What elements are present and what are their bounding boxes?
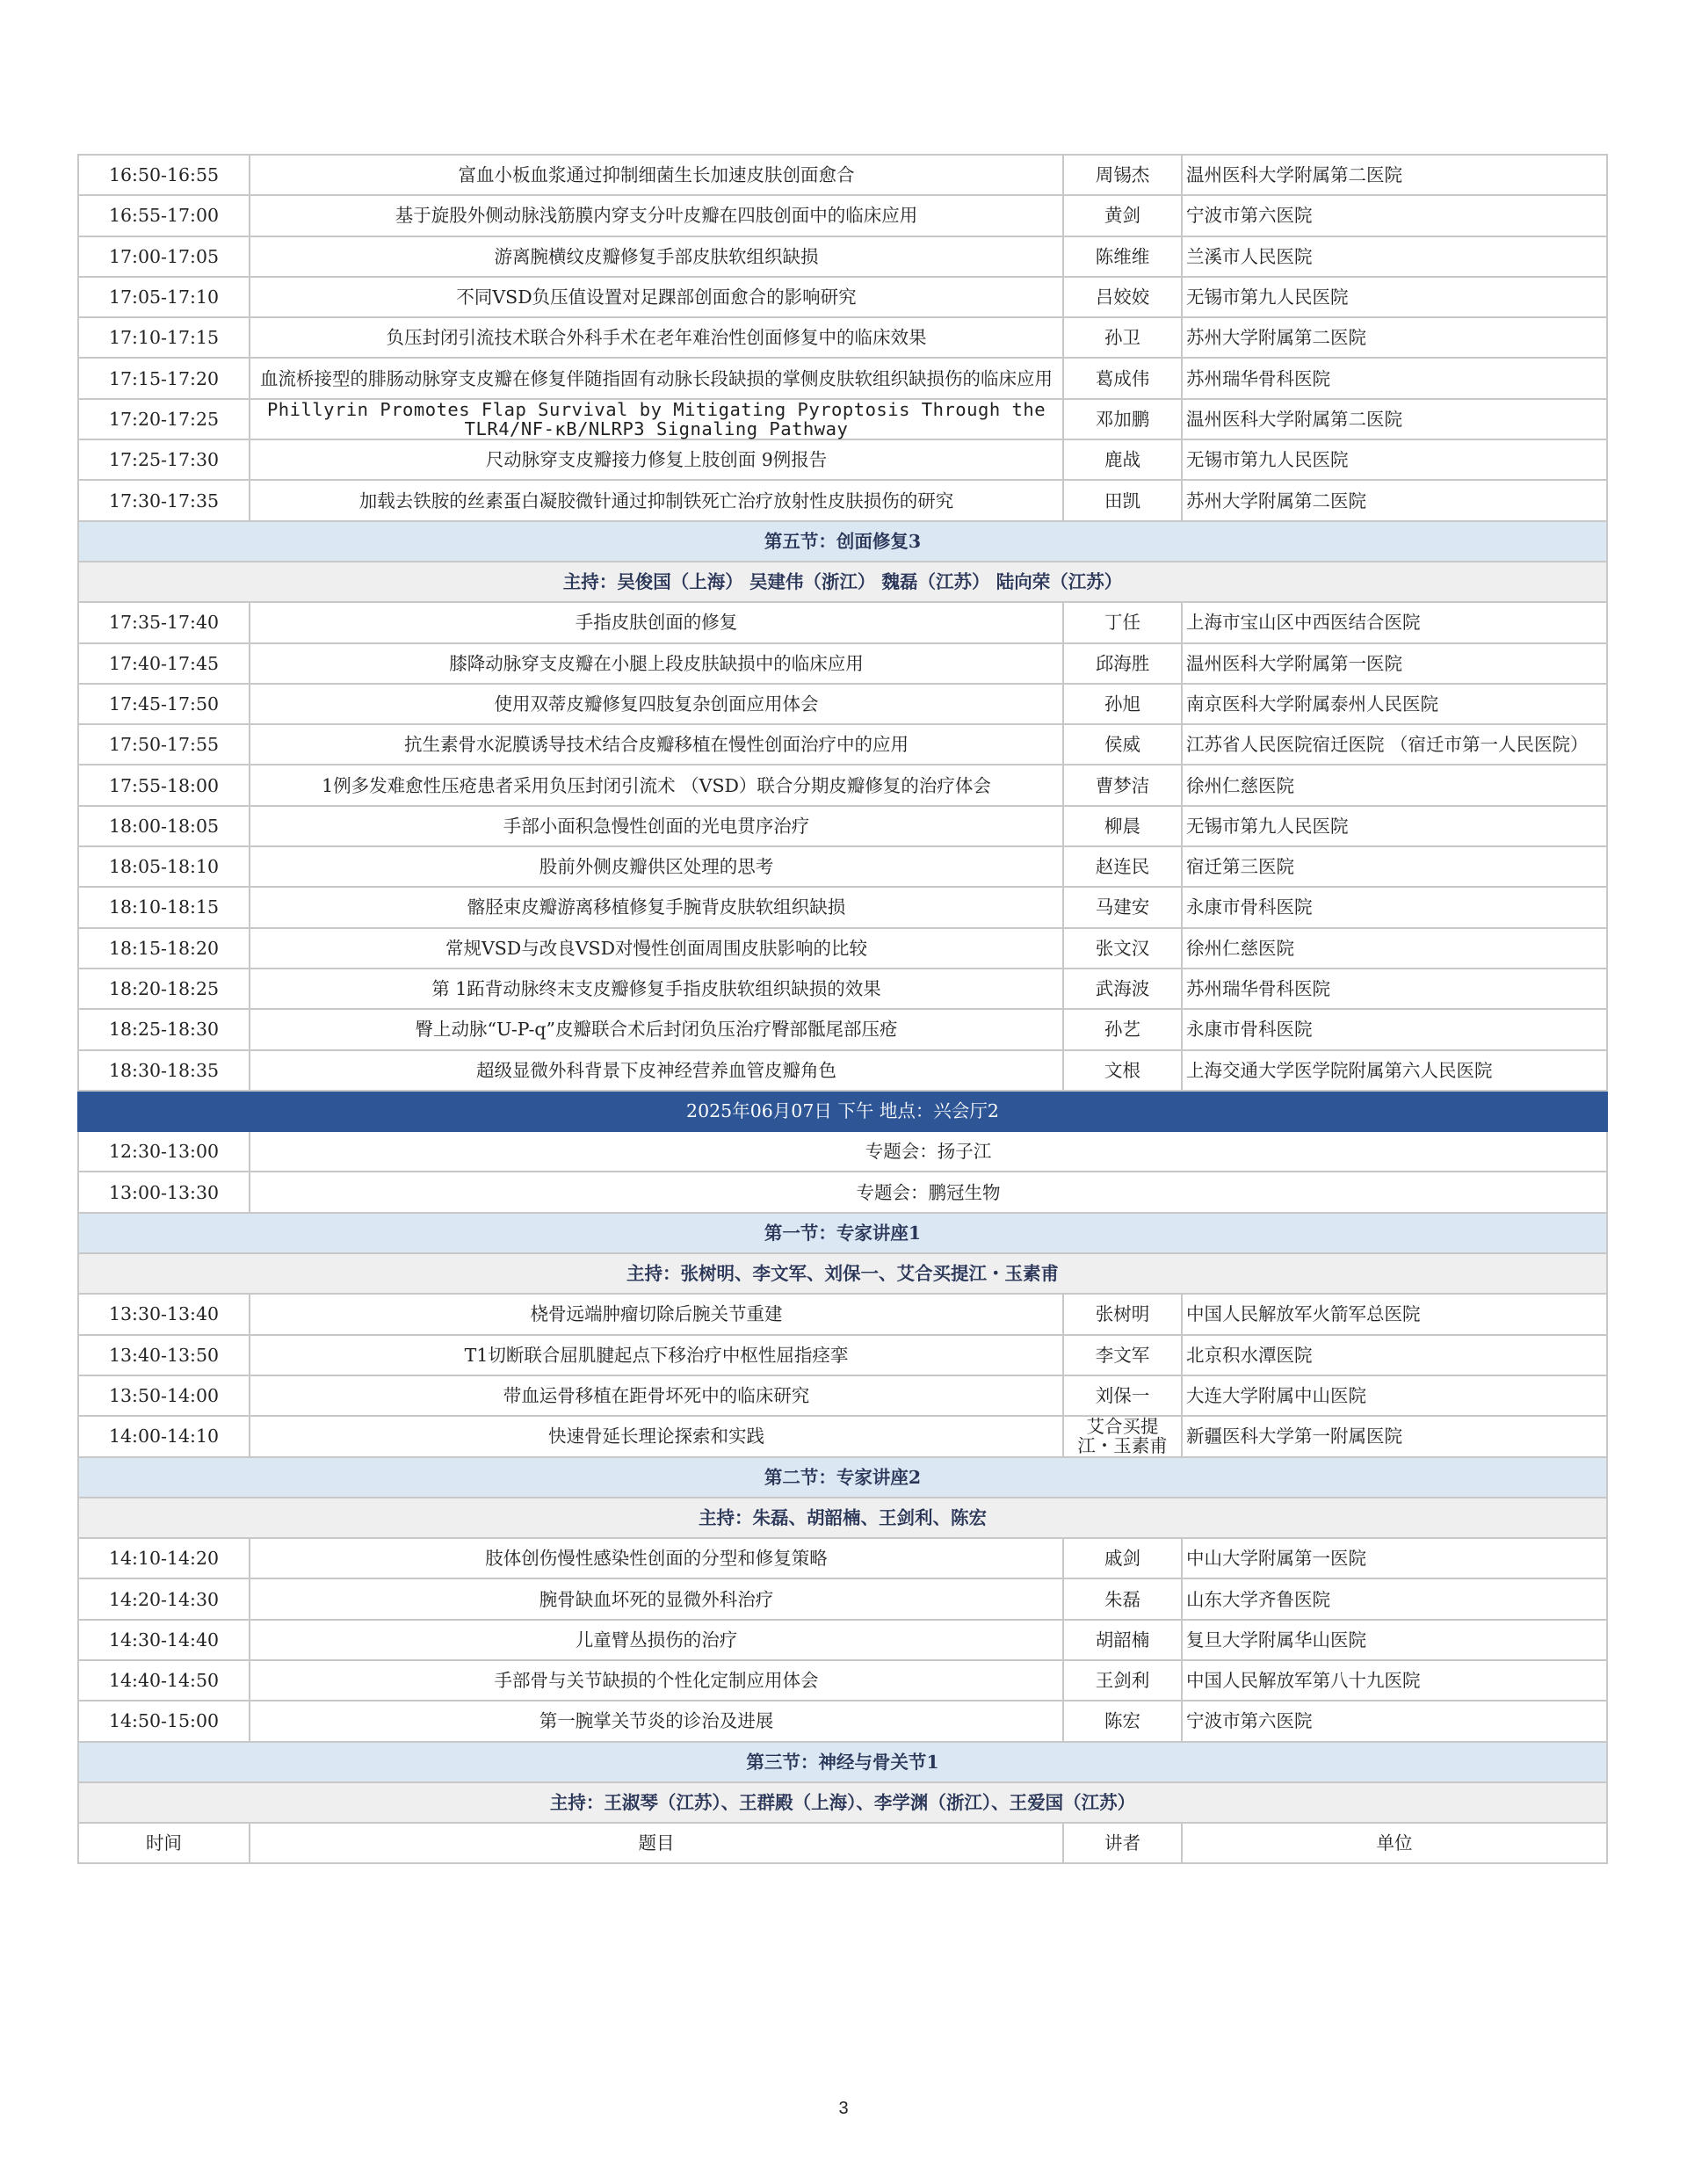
- time-cell: 14:00-14:10: [78, 1416, 250, 1456]
- talk-row: [78, 724, 1607, 765]
- unit-cell: 永康市骨科医院: [1182, 1009, 1607, 1049]
- topic-cell: 手部骨与关节缺损的个性化定制应用体会: [250, 1660, 1063, 1701]
- unit-cell: 北京积水潭医院: [1182, 1335, 1607, 1375]
- unit-cell: 新疆医科大学第一附属医院: [1182, 1416, 1607, 1456]
- hosts-text: 主持：王淑琴（江苏）、王群殿（上海）、李学渊（浙江）、王爱国（江苏）: [78, 1782, 1607, 1823]
- hosts-row: [78, 1253, 1607, 1294]
- time-cell: 14:40-14:50: [78, 1660, 250, 1701]
- time-cell: 18:05-18:10: [78, 846, 250, 887]
- speaker-cell: 孙卫: [1063, 317, 1182, 358]
- topic-cell: 带血运骨移植在距骨坏死中的临床研究: [250, 1375, 1063, 1416]
- talk-row: [78, 846, 1607, 887]
- topic-cell: 富血小板血浆通过抑制细菌生长加速皮肤创面愈合: [250, 155, 1063, 195]
- date-venue-banner: [78, 1091, 1607, 1131]
- speaker-cell: 周锡杰: [1063, 155, 1182, 195]
- time-cell: 14:50-15:00: [78, 1701, 250, 1741]
- speaker-cell: 陈宏: [1063, 1701, 1182, 1741]
- talk-row: [78, 1416, 1607, 1456]
- topic-cell: 不同VSD负压值设置对足踝部创面愈合的影响研究: [250, 277, 1063, 317]
- topic-cell: 超级显微外科背景下皮神经营养血管皮瓣角色: [250, 1050, 1063, 1091]
- speaker-cell: 戚剑: [1063, 1538, 1182, 1578]
- talk-row: [78, 358, 1607, 398]
- schedule-table: [77, 154, 1608, 1864]
- time-cell: 17:25-17:30: [78, 439, 250, 480]
- topic-cell: 使用双蒂皮瓣修复四肢复杂创面应用体会: [250, 684, 1063, 724]
- speaker-cell: 武海波: [1063, 969, 1182, 1009]
- talk-row: [78, 1009, 1607, 1049]
- talk-row: [78, 887, 1607, 927]
- speaker-cell: 刘保一: [1063, 1375, 1182, 1416]
- time-cell: 17:20-17:25: [78, 399, 250, 439]
- time-cell: 14:10-14:20: [78, 1538, 250, 1578]
- time-cell: 17:00-17:05: [78, 236, 250, 277]
- topic-cell: 手指皮肤创面的修复: [250, 602, 1063, 642]
- speaker-cell: 黄剑: [1063, 195, 1182, 236]
- header-unit: 单位: [1182, 1823, 1607, 1863]
- special-session-title: 专题会：鹏冠生物: [250, 1172, 1607, 1212]
- topic-cell: 儿童臂丛损伤的治疗: [250, 1620, 1063, 1660]
- talk-row: [78, 195, 1607, 236]
- talk-row: [78, 602, 1607, 642]
- speaker-cell: 孙旭: [1063, 684, 1182, 724]
- time-cell: 17:50-17:55: [78, 724, 250, 765]
- special-session-row: [78, 1172, 1607, 1212]
- unit-cell: 江苏省人民医院宿迁医院 （宿迁市第一人民医院）: [1182, 724, 1607, 765]
- talk-row: [78, 1660, 1607, 1701]
- talk-row: [78, 765, 1607, 805]
- topic-cell: 髂胫束皮瓣游离移植修复手腕背皮肤软组织缺损: [250, 887, 1063, 927]
- unit-cell: 南京医科大学附属泰州人民医院: [1182, 684, 1607, 724]
- unit-cell: 宁波市第六医院: [1182, 195, 1607, 236]
- unit-cell: 苏州瑞华骨科医院: [1182, 358, 1607, 398]
- unit-cell: 中国人民解放军第八十九医院: [1182, 1660, 1607, 1701]
- date-venue-text: 2025年06月07日 下午 地点：兴会厅2: [78, 1091, 1607, 1131]
- hosts-row: [78, 1498, 1607, 1538]
- talk-row: [78, 928, 1607, 969]
- unit-cell: 温州医科大学附属第二医院: [1182, 155, 1607, 195]
- special-session-row: [78, 1131, 1607, 1172]
- section-title: 第五节：创面修复3: [78, 521, 1607, 562]
- page-number: 3: [838, 2099, 849, 2118]
- speaker-cell: 孙艺: [1063, 1009, 1182, 1049]
- hosts-text: 主持：吴俊国（上海） 吴建伟（浙江） 魏磊（江苏） 陆向荣（江苏）: [78, 562, 1607, 602]
- time-cell: 14:20-14:30: [78, 1578, 250, 1619]
- unit-cell: 永康市骨科医院: [1182, 887, 1607, 927]
- talk-row: [78, 1701, 1607, 1741]
- section-title-row: [78, 1213, 1607, 1253]
- time-cell: 18:20-18:25: [78, 969, 250, 1009]
- speaker-cell: 鹿战: [1063, 439, 1182, 480]
- talk-row: [78, 317, 1607, 358]
- time-cell: 18:30-18:35: [78, 1050, 250, 1091]
- talk-row: [78, 806, 1607, 846]
- unit-cell: 苏州瑞华骨科医院: [1182, 969, 1607, 1009]
- unit-cell: 温州医科大学附属第一医院: [1182, 643, 1607, 684]
- talk-row: [78, 643, 1607, 684]
- header-topic: 题目: [250, 1823, 1063, 1863]
- unit-cell: 大连大学附属中山医院: [1182, 1375, 1607, 1416]
- special-session-title: 专题会：扬子江: [250, 1131, 1607, 1172]
- speaker-cell: 陈维维: [1063, 236, 1182, 277]
- topic-cell: 第 1跖背动脉终末支皮瓣修复手指皮肤软组织缺损的效果: [250, 969, 1063, 1009]
- talk-row: [78, 236, 1607, 277]
- talk-row: [78, 480, 1607, 520]
- unit-cell: 徐州仁慈医院: [1182, 928, 1607, 969]
- unit-cell: 无锡市第九人民医院: [1182, 277, 1607, 317]
- talk-row: [78, 277, 1607, 317]
- time-cell: 18:25-18:30: [78, 1009, 250, 1049]
- time-cell: 17:15-17:20: [78, 358, 250, 398]
- column-header-row: [78, 1823, 1607, 1863]
- talk-row: [78, 155, 1607, 195]
- topic-cell: 负压封闭引流技术联合外科手术在老年难治性创面修复中的临床效果: [250, 317, 1063, 358]
- time-cell: 17:10-17:15: [78, 317, 250, 358]
- hosts-row: [78, 562, 1607, 602]
- time-cell: 16:55-17:00: [78, 195, 250, 236]
- topic-cell: 血流桥接型的腓肠动脉穿支皮瓣在修复伴随指固有动脉长段缺损的掌侧皮肤软组织缺损伤的临床应用: [250, 358, 1063, 398]
- header-speaker: 讲者: [1063, 1823, 1182, 1863]
- topic-cell: 尺动脉穿支皮瓣接力修复上肢创面 9例报告: [250, 439, 1063, 480]
- speaker-cell: 曹梦洁: [1063, 765, 1182, 805]
- topic-cell: 加载去铁胺的丝素蛋白凝胶微针通过抑制铁死亡治疗放射性皮肤损伤的研究: [250, 480, 1063, 520]
- topic-cell: 基于旋股外侧动脉浅筋膜内穿支分叶皮瓣在四肢创面中的临床应用: [250, 195, 1063, 236]
- speaker-cell: 张文汉: [1063, 928, 1182, 969]
- hosts-text: 主持：张树明、李文军、刘保一、艾合买提江・玉素甫: [78, 1253, 1607, 1294]
- time-cell: 13:30-13:40: [78, 1294, 250, 1334]
- hosts-text: 主持：朱磊、胡韶楠、王剑利、陈宏: [78, 1498, 1607, 1538]
- talk-row: [78, 1050, 1607, 1091]
- time-cell: 17:55-18:00: [78, 765, 250, 805]
- section-title-row: [78, 1742, 1607, 1782]
- time-cell: 18:00-18:05: [78, 806, 250, 846]
- speaker-cell: 田凯: [1063, 480, 1182, 520]
- topic-cell: 桡骨远端肿瘤切除后腕关节重建: [250, 1294, 1063, 1334]
- speaker-cell: 吕姣姣: [1063, 277, 1182, 317]
- time-cell: 17:45-17:50: [78, 684, 250, 724]
- talk-row: [78, 1335, 1607, 1375]
- talk-row: [78, 1294, 1607, 1334]
- section-title-row: [78, 1457, 1607, 1498]
- speaker-cell: 柳晨: [1063, 806, 1182, 846]
- time-cell: 12:30-13:00: [78, 1131, 250, 1172]
- speaker-cell: 朱磊: [1063, 1578, 1182, 1619]
- unit-cell: 中国人民解放军火箭军总医院: [1182, 1294, 1607, 1334]
- topic-cell: Phillyrin Promotes Flap Survival by Mitigating Pyroptosis Through the TLR4/NF-κB/NLRP3 Signaling Pathway: [250, 399, 1063, 439]
- speaker-cell: 艾合买提江・玉素甫: [1063, 1416, 1182, 1456]
- speaker-cell: 葛成伟: [1063, 358, 1182, 398]
- hosts-row: [78, 1782, 1607, 1823]
- section-title: 第三节：神经与骨关节1: [78, 1742, 1607, 1782]
- unit-cell: 徐州仁慈医院: [1182, 765, 1607, 805]
- speaker-cell: 张树明: [1063, 1294, 1182, 1334]
- time-cell: 18:10-18:15: [78, 887, 250, 927]
- time-cell: 14:30-14:40: [78, 1620, 250, 1660]
- time-cell: 18:15-18:20: [78, 928, 250, 969]
- topic-cell: 快速骨延长理论探索和实践: [250, 1416, 1063, 1456]
- unit-cell: 宁波市第六医院: [1182, 1701, 1607, 1741]
- unit-cell: 中山大学附属第一医院: [1182, 1538, 1607, 1578]
- topic-cell: 膝降动脉穿支皮瓣在小腿上段皮肤缺损中的临床应用: [250, 643, 1063, 684]
- topic-cell: T1切断联合屈肌腱起点下移治疗中枢性屈指痉挛: [250, 1335, 1063, 1375]
- speaker-cell: 胡韶楠: [1063, 1620, 1182, 1660]
- speaker-cell: 赵连民: [1063, 846, 1182, 887]
- speaker-cell: 文根: [1063, 1050, 1182, 1091]
- topic-cell: 肢体创伤慢性感染性创面的分型和修复策略: [250, 1538, 1063, 1578]
- section-title-row: [78, 521, 1607, 562]
- speaker-cell: 丁任: [1063, 602, 1182, 642]
- unit-cell: 宿迁第三医院: [1182, 846, 1607, 887]
- topic-cell: 常规VSD与改良VSD对慢性创面周围皮肤影响的比较: [250, 928, 1063, 969]
- speaker-cell: 王剑利: [1063, 1660, 1182, 1701]
- time-cell: 13:50-14:00: [78, 1375, 250, 1416]
- unit-cell: 无锡市第九人民医院: [1182, 806, 1607, 846]
- talk-row: [78, 439, 1607, 480]
- topic-cell: 臀上动脉“U-P-q”皮瓣联合术后封闭负压治疗臀部骶尾部压疮: [250, 1009, 1063, 1049]
- talk-row: [78, 1620, 1607, 1660]
- unit-cell: 苏州大学附属第二医院: [1182, 317, 1607, 358]
- topic-cell: 1例多发难愈性压疮患者采用负压封闭引流术 （VSD）联合分期皮瓣修复的治疗体会: [250, 765, 1063, 805]
- unit-cell: 无锡市第九人民医院: [1182, 439, 1607, 480]
- unit-cell: 复旦大学附属华山医院: [1182, 1620, 1607, 1660]
- talk-row: [78, 1375, 1607, 1416]
- unit-cell: 苏州大学附属第二医院: [1182, 480, 1607, 520]
- speaker-cell: 邓加鹏: [1063, 399, 1182, 439]
- time-cell: 17:35-17:40: [78, 602, 250, 642]
- topic-cell: 游离腕横纹皮瓣修复手部皮肤软组织缺损: [250, 236, 1063, 277]
- time-cell: 13:00-13:30: [78, 1172, 250, 1212]
- unit-cell: 上海交通大学医学院附属第六人民医院: [1182, 1050, 1607, 1091]
- unit-cell: 兰溪市人民医院: [1182, 236, 1607, 277]
- time-cell: 17:40-17:45: [78, 643, 250, 684]
- unit-cell: 温州医科大学附属第二医院: [1182, 399, 1607, 439]
- topic-cell: 腕骨缺血坏死的显微外科治疗: [250, 1578, 1063, 1619]
- talk-row: [78, 1578, 1607, 1619]
- section-title: 第二节：专家讲座2: [78, 1457, 1607, 1498]
- unit-cell: 山东大学齐鲁医院: [1182, 1578, 1607, 1619]
- topic-cell: 股前外侧皮瓣供区处理的思考: [250, 846, 1063, 887]
- schedule-body: [78, 155, 1607, 1863]
- topic-cell: 第一腕掌关节炎的诊治及进展: [250, 1701, 1063, 1741]
- talk-row: [78, 1538, 1607, 1578]
- time-cell: 17:05-17:10: [78, 277, 250, 317]
- speaker-cell: 邱海胜: [1063, 643, 1182, 684]
- unit-cell: 上海市宝山区中西医结合医院: [1182, 602, 1607, 642]
- speaker-cell: 侯威: [1063, 724, 1182, 765]
- talk-row: [78, 684, 1607, 724]
- talk-row: [78, 969, 1607, 1009]
- speaker-cell: 李文军: [1063, 1335, 1182, 1375]
- header-time: 时间: [78, 1823, 250, 1863]
- topic-cell: 抗生素骨水泥膜诱导技术结合皮瓣移植在慢性创面治疗中的应用: [250, 724, 1063, 765]
- speaker-cell: 马建安: [1063, 887, 1182, 927]
- time-cell: 16:50-16:55: [78, 155, 250, 195]
- time-cell: 17:30-17:35: [78, 480, 250, 520]
- topic-cell: 手部小面积急慢性创面的光电贯序治疗: [250, 806, 1063, 846]
- section-title: 第一节：专家讲座1: [78, 1213, 1607, 1253]
- time-cell: 13:40-13:50: [78, 1335, 250, 1375]
- talk-row: [78, 399, 1607, 439]
